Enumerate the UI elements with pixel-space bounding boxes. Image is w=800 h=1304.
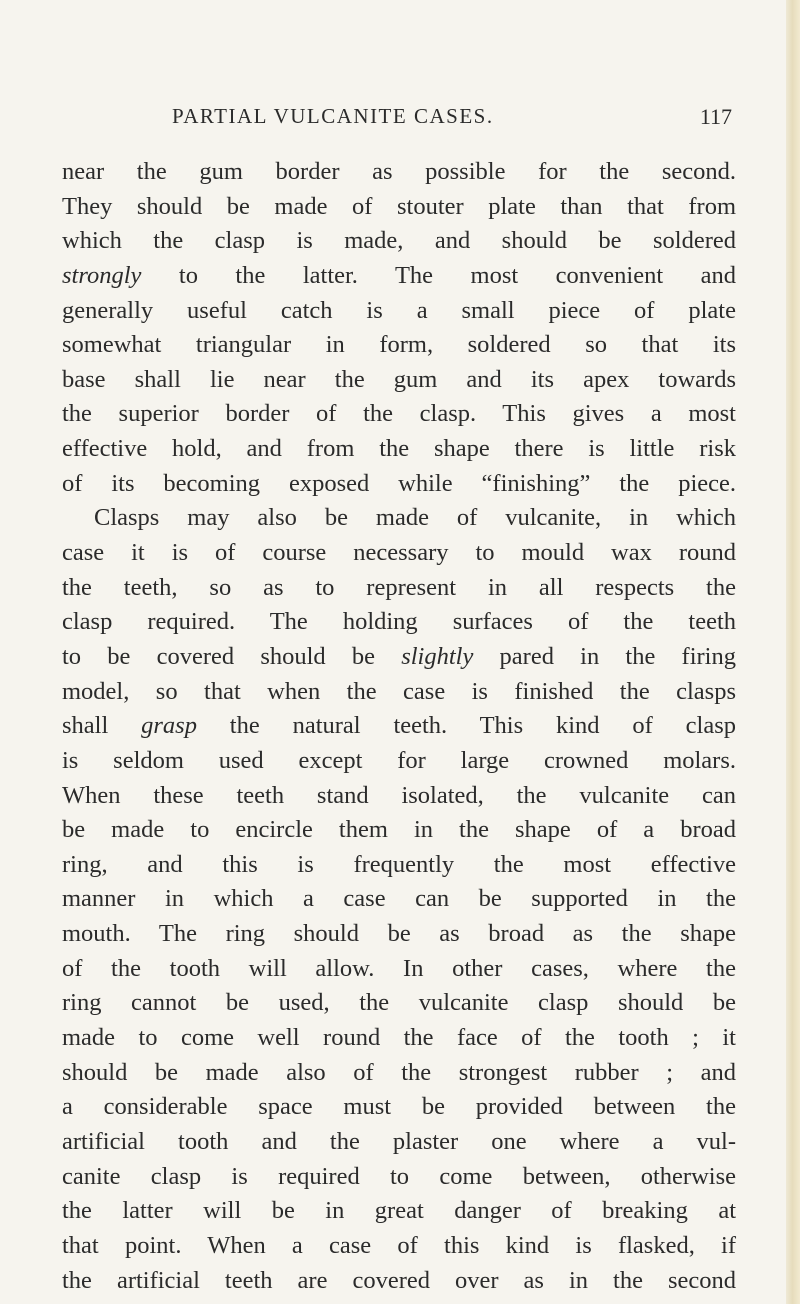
text-line: is seldom used except for large crowned molars. xyxy=(62,746,736,774)
emphasis-strongly: strongly xyxy=(62,261,142,289)
emphasis-grasp: grasp xyxy=(141,712,197,740)
text-line: artificial tooth and the plaster one where a vul- xyxy=(62,1127,736,1155)
text-segment: the natural teeth. This kind of clasp xyxy=(196,712,736,740)
text-line: the latter will be in great danger of breaking at xyxy=(62,1197,736,1225)
text-line: model, so that when the case is finished the clasps xyxy=(62,677,736,705)
text-line: base shall lie near the gum and its apex towards xyxy=(62,365,736,393)
emphasis-slightly: slightly xyxy=(401,642,474,670)
text-segment: to be covered should be xyxy=(62,642,402,670)
text-line: of the tooth will allow. In other cases, where the xyxy=(62,954,736,982)
text-line xyxy=(62,640,736,675)
running-title: PARTIAL VULCANITE CASES. xyxy=(172,104,494,128)
text-line: which the clasp is made, and should be soldered xyxy=(62,227,736,255)
running-header xyxy=(172,104,732,136)
text-line xyxy=(62,709,736,744)
text-segment: pared in the firing xyxy=(473,642,736,670)
text-line: the superior border of the clasp. This gives a most xyxy=(62,400,736,428)
text-segment: to the latter. The most convenient and xyxy=(141,261,736,289)
text-line: made to come well round the face of the tooth ; it xyxy=(62,1024,736,1052)
text-line: generally useful catch is a small piece of plate xyxy=(62,296,736,324)
text-line: the teeth, so as to represent in all respects the xyxy=(62,573,736,601)
text-line: be made to encircle them in the shape of a broad xyxy=(62,816,736,844)
body-text xyxy=(62,155,736,1298)
text-line: clasp required. The holding surfaces of the teeth xyxy=(62,608,736,636)
text-line: case it is of course necessary to mould wax round xyxy=(62,539,736,567)
page-edge xyxy=(786,0,800,1304)
text-line: They should be made of stouter plate than that from xyxy=(62,192,736,220)
text-line: near the gum border as possible for the second. xyxy=(62,158,736,185)
text-line: effective hold, and from the shape there is little risk xyxy=(62,435,736,463)
paragraph-start-line: Clasps may also be made of vulcanite, in which xyxy=(94,504,736,532)
text-line: mouth. The ring should be as broad as the shape xyxy=(62,920,736,948)
text-line: that point. When a case of this kind is flasked, if xyxy=(62,1231,736,1259)
page-number: 117 xyxy=(699,104,732,129)
text-line: When these teeth stand isolated, the vulcanite can xyxy=(62,781,736,809)
text-line xyxy=(62,259,736,294)
text-line: a considerable space must be provided between the xyxy=(62,1093,736,1121)
text-line: manner in which a case can be supported in the xyxy=(62,885,736,913)
text-line: should be made also of the strongest rubber ; and xyxy=(62,1058,736,1086)
text-line: somewhat triangular in form, soldered so that its xyxy=(62,331,736,359)
text-line: of its becoming exposed while “finishing” the piece. xyxy=(62,469,736,497)
text-line: canite clasp is required to come between, otherwise xyxy=(62,1162,736,1190)
text-line: ring, and this is frequently the most effective xyxy=(62,850,736,878)
text-segment: shall xyxy=(62,712,142,740)
text-line: the artificial teeth are covered over as in the second xyxy=(62,1266,736,1294)
text-line: ring cannot be used, the vulcanite clasp should be xyxy=(62,989,736,1017)
